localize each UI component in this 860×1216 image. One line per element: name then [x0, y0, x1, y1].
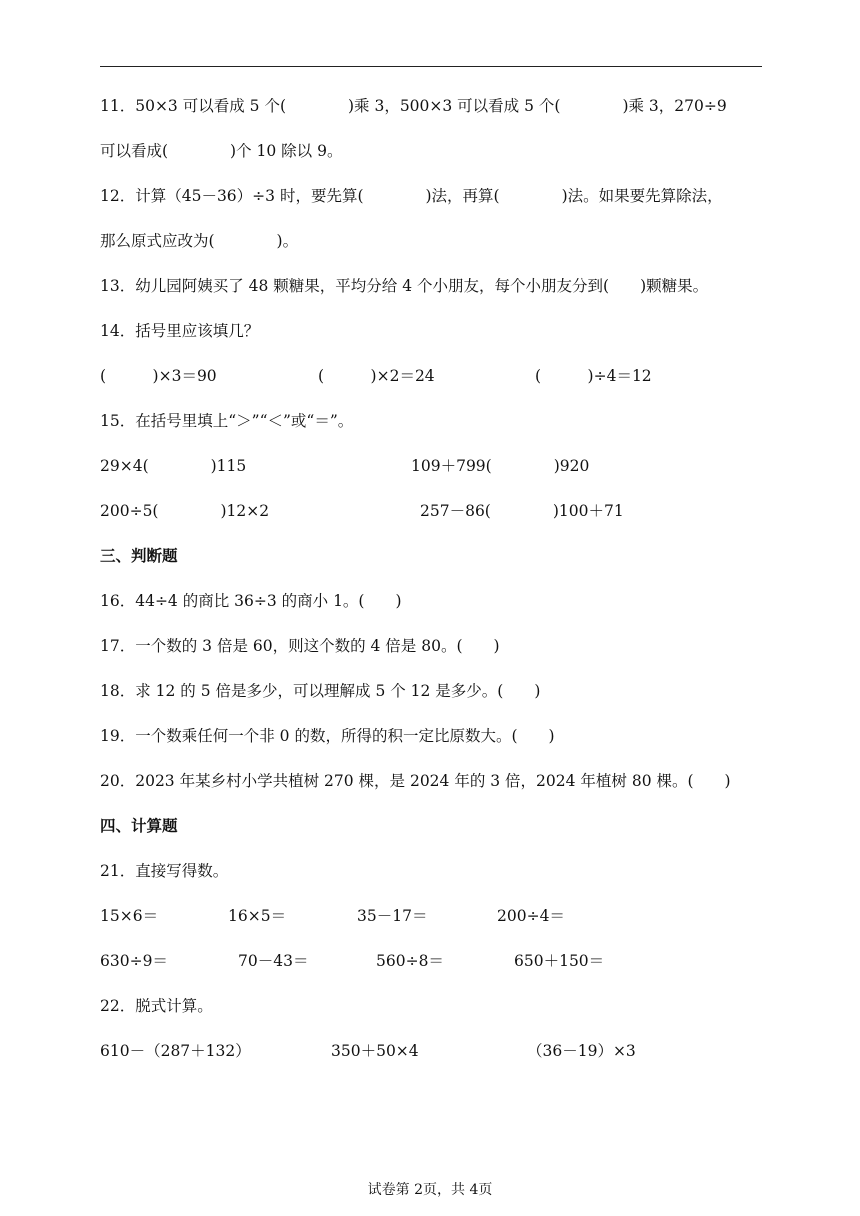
q21-row2-item-1: 630÷9＝	[100, 952, 168, 970]
q21-row1-item-2: 16×5＝	[228, 907, 287, 925]
q14-item-3: ( )÷4＝12	[535, 367, 652, 385]
question-20: 20．2023 年某乡村小学共植树 270 棵，是 2024 年的 3 倍，2024 年植树 80 棵。( )	[100, 772, 731, 790]
q22-item-1: 610－（287＋132）	[100, 1042, 251, 1060]
q14-item-2: ( )×2＝24	[318, 367, 435, 385]
page-footer: 试卷第 2页，共 4页	[367, 1182, 493, 1198]
question-14: 14．括号里应该填几？	[100, 322, 260, 340]
question-17: 17．一个数的 3 倍是 60，则这个数的 4 倍是 80。( )	[100, 637, 500, 655]
header-rule	[100, 66, 762, 67]
q22-item-3: （36－19）×3	[527, 1042, 636, 1060]
question-19: 19．一个数乘任何一个非 0 的数，所得的积一定比原数大。( )	[100, 727, 555, 745]
question-11-line-1: 11．50×3 可以看成 5 个( )乘 3，500×3 可以看成 5 个( )乘 3，270÷9	[100, 97, 727, 115]
q21-row2-item-3: 560÷8＝	[376, 952, 444, 970]
question-21: 21．直接写得数。	[100, 862, 229, 880]
q14-item-1: ( )×3＝90	[100, 367, 217, 385]
q21-row1-item-1: 15×6＝	[100, 907, 159, 925]
q22-item-2: 350＋50×4	[331, 1042, 419, 1060]
question-22: 22．脱式计算。	[100, 997, 213, 1015]
q21-row1-item-4: 200÷4＝	[497, 907, 565, 925]
question-12-line-1: 12．计算（45－36）÷3 时，要先算( )法，再算( )法。如果要先算除法，	[100, 187, 723, 205]
section-judgement-heading: 三、判断题	[100, 546, 178, 565]
question-12-line-2: 那么原式应改为( )。	[100, 232, 299, 250]
question-11-line-2: 可以看成( )个 10 除以 9。	[100, 142, 343, 160]
q15-item-3: 200÷5( )12×2	[100, 502, 270, 520]
q15-item-2: 109＋799( )920	[411, 457, 590, 475]
question-15: 15．在括号里填上“＞”“＜”或“＝”。	[100, 412, 354, 430]
question-13: 13．幼儿园阿姨买了 48 颗糖果，平均分给 4 个小朋友，每个小朋友分到( )颗糖果。	[100, 277, 709, 295]
section-calculation-heading: 四、计算题	[100, 816, 178, 835]
q21-row2-item-4: 650＋150＝	[514, 952, 605, 970]
q21-row1-item-3: 35－17＝	[357, 907, 428, 925]
question-18: 18．求 12 的 5 倍是多少，可以理解成 5 个 12 是多少。( )	[100, 682, 541, 700]
q15-item-4: 257－86( )100＋71	[420, 502, 624, 520]
question-16: 16．44÷4 的商比 36÷3 的商小 1。( )	[100, 592, 402, 610]
q15-item-1: 29×4( )115	[100, 457, 247, 475]
q21-row2-item-2: 70－43＝	[238, 952, 309, 970]
